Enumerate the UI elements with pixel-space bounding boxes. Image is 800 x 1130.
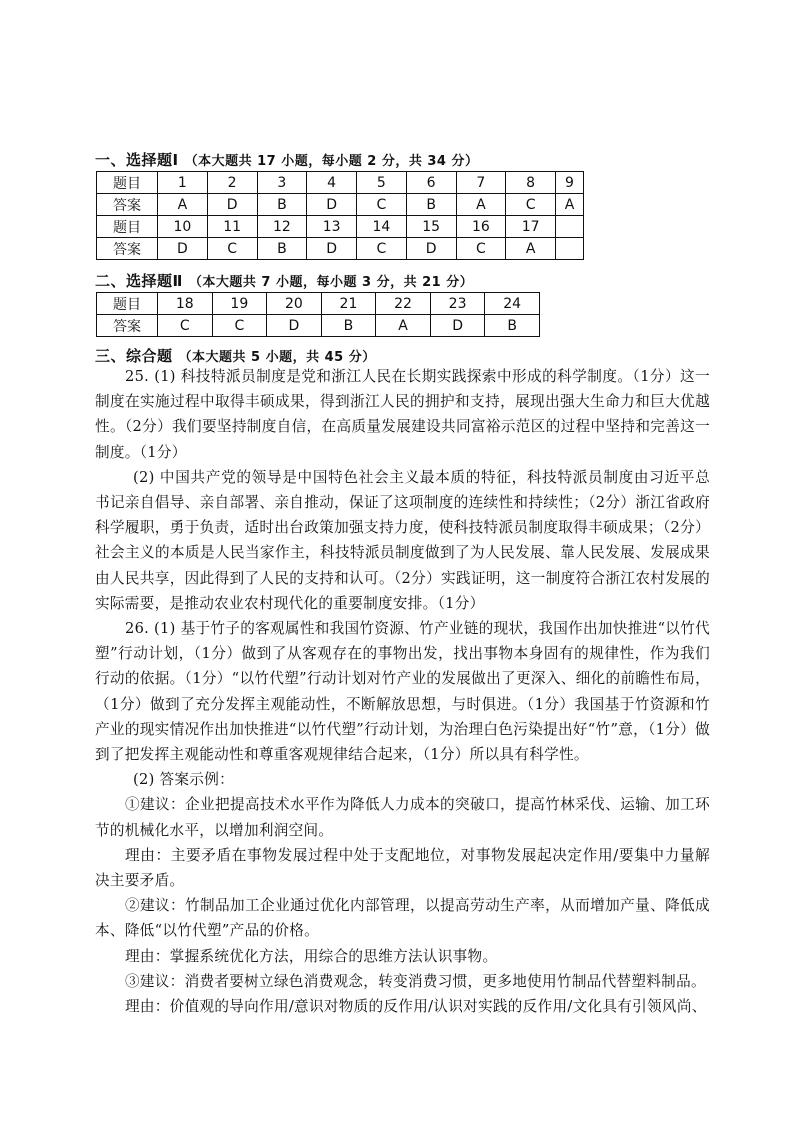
table-cell: D [207, 194, 257, 216]
q26-suggestion-1: ①建议：企业把提高技术水平作为降低人力成本的突破口，提高竹林采伐、运输、加工环节的机械化水平，以增加利润空间。 [95, 796, 710, 839]
table-row [97, 293, 540, 315]
table-cell: A [376, 315, 431, 337]
table-cell: B [321, 315, 376, 337]
table-cell: B [257, 238, 307, 260]
q26-reason-1: 理由：主要矛盾在事物发展过程中处于支配地位，对事物发展起决定作用/要集中力量解决主要矛盾。 [95, 846, 710, 890]
section2-title [95, 270, 473, 291]
section1-answer-table [96, 171, 584, 260]
table-cell: A [506, 238, 556, 260]
table-cell: 23 [430, 293, 485, 315]
table-cell: 答案 [97, 315, 158, 337]
table-cell: 3 [257, 172, 307, 194]
table-cell: B [257, 194, 307, 216]
table-cell: 9 [556, 172, 584, 194]
table-cell: C [456, 238, 506, 260]
table-cell: 21 [321, 293, 376, 315]
table-cell [556, 216, 584, 238]
section3-answers [95, 364, 710, 1019]
section3-title-text: 三、综合题 [95, 347, 173, 365]
section1-title-text: 一、选择题Ⅰ [95, 151, 179, 169]
table-row [97, 238, 584, 260]
table-cell [556, 238, 584, 260]
table-cell: 20 [267, 293, 322, 315]
table-cell: D [307, 238, 357, 260]
section3-note: （本大题共 5 小题，共 45 分） [178, 350, 376, 365]
q26-reason-2: 理由：掌握系统优化方法，用综合的思维方法认识事物。 [125, 947, 498, 965]
section2-note: （本大题共 7 小题，每小题 3 分，共 21 分） [188, 275, 474, 290]
table-row [97, 172, 584, 194]
table-row [97, 194, 584, 216]
table-row [97, 216, 584, 238]
q25-part2: (2) 中国共产党的领导是中国特色社会主义最本质的特征，科技特派员制度由习近平总书记亲自倡导、亲自部署、亲自推动，保证了这项制度的连续性和持续性；（2分）浙江省政府科学履职，勇于负责，适时出台政策加强支持力度，使科技特派员制度取得丰硕成果；（2分）社会主义的本质是人民当家作主，科技特派员制度做到了为人民发展、靠人民发展、发展成果由人民共享，因此得到了人民的支持和认可。（2分）实践证明，这一制度符合浙江农村发展的实际需要，是推动农业农村现代化的重要制度安排。（1分） [95, 468, 710, 612]
table-cell: 18 [158, 293, 213, 315]
table-cell: 14 [357, 216, 407, 238]
q26-part2-intro: (2) 答案示例： [133, 771, 234, 789]
table-cell: B [406, 194, 456, 216]
table-row [97, 315, 540, 337]
table-cell: C [357, 238, 407, 260]
table-cell: D [307, 194, 357, 216]
table-cell: 10 [158, 216, 208, 238]
table-cell: 17 [506, 216, 556, 238]
table-cell: 8 [506, 172, 556, 194]
section1-note: （本大题共 17 小题，每小题 2 分，共 34 分） [184, 154, 479, 169]
q26-reason-3: 理由：价值观的导向作用/意识对物质的反作用/认识对实践的反作用/文化具有引领风尚、 [125, 998, 707, 1016]
table-cell: 答案 [97, 194, 158, 216]
q25-part1: 25. (1) 科技特派员制度是党和浙江人民在长期实践探索中形成的科学制度。（1分）这一制度在实施过程中取得丰硕成果，得到浙江人民的拥护和支持，展现出强大生命力和巨大优越性。（2分）我们要坚持制度自信，在高质量发展建设共同富裕示范区的过程中坚持和完善这一制度。（1分） [95, 368, 710, 461]
table-cell: 13 [307, 216, 357, 238]
table-cell: 题目 [97, 172, 158, 194]
table-cell: 16 [456, 216, 506, 238]
table-cell: 题目 [97, 216, 158, 238]
table-cell: C [506, 194, 556, 216]
table-cell: A [556, 194, 584, 216]
table-cell: C [212, 315, 267, 337]
table-cell: 4 [307, 172, 357, 194]
table-cell: D [406, 238, 456, 260]
q26-suggestion-2: ②建议：竹制品加工企业通过优化内部管理，以提高劳动生产率，从而增加产量、降低成本、降低“以竹代塑”产品的价格。 [95, 897, 710, 940]
table-cell: D [430, 315, 485, 337]
table-cell: A [456, 194, 506, 216]
table-cell: 11 [207, 216, 257, 238]
table-cell: D [158, 238, 208, 260]
table-cell: 6 [406, 172, 456, 194]
table-cell: C [357, 194, 407, 216]
table-cell: 22 [376, 293, 431, 315]
table-cell: 1 [158, 172, 208, 194]
table-cell: 24 [485, 293, 540, 315]
q26-suggestion-3: ③建议：消费者要树立绿色消费观念，转变消费习惯，更多地使用竹制品代替塑料制品。 [125, 972, 706, 990]
table-cell: 19 [212, 293, 267, 315]
table-cell: 7 [456, 172, 506, 194]
table-cell: D [267, 315, 322, 337]
section2-answer-table [96, 292, 540, 337]
section1-title [95, 149, 478, 170]
q26-part1: 26. (1) 基于竹子的客观属性和我国竹资源、竹产业链的现状，我国作出加快推进“以竹代塑”行动计划，（1分）做到了从客观存在的事物出发，找出事物本身固有的规律性，作为我们行动的依据。（1分）“以竹代塑”行动计划对竹产业的发展做出了更深入、细化的前瞻性布局，（1分）做到了充分发挥主观能动性，不断解放思想，与时俱进。（1分）我国基于竹资源和竹产业的现实情况作出加快推进“以竹代塑”行动计划，为治理白色污染提出好“竹”意，（1分）做到了把发挥主观能动性和尊重客观规律结合起来，（1分）所以具有科学性。 [95, 620, 710, 764]
section2-title-text: 二、选择题Ⅱ [95, 272, 183, 290]
table-cell: 12 [257, 216, 307, 238]
table-cell: B [485, 315, 540, 337]
table-cell: C [158, 315, 213, 337]
section3-title [95, 345, 376, 366]
table-cell: 题目 [97, 293, 158, 315]
table-cell: C [207, 238, 257, 260]
table-cell: 15 [406, 216, 456, 238]
table-cell: 答案 [97, 238, 158, 260]
table-cell: A [158, 194, 208, 216]
table-cell: 2 [207, 172, 257, 194]
table-cell: 5 [357, 172, 407, 194]
